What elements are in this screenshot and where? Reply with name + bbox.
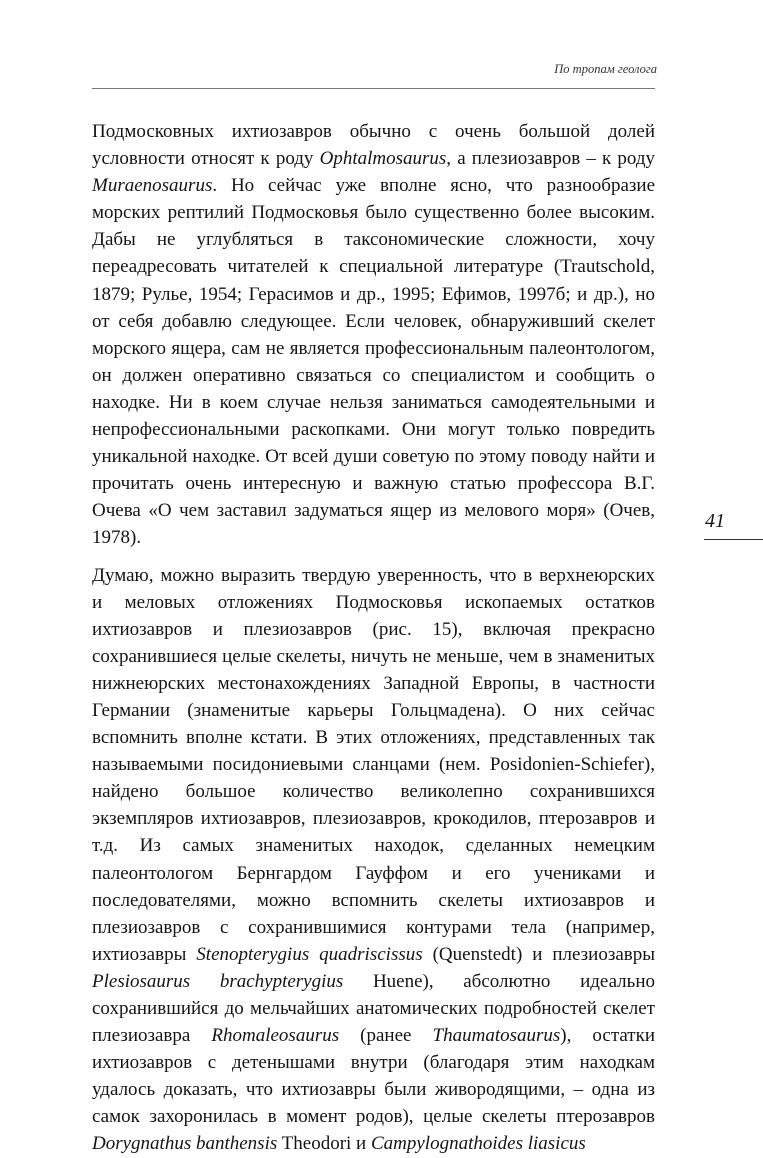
taxon-name: Campylognathoides liasicus [370, 1133, 586, 1155]
taxon-name: Stenopterygius quadriscissus [196, 943, 423, 965]
body-text [92, 118, 655, 1158]
taxon-name: Thaumatosaurus [432, 1025, 561, 1047]
text-run: ), остатки ихтиозавров с детенышами внутри (благодаря этим находкам удалось доказать, что ихтиозавры были живородящими, – одна из самок захоронилась в момент родов), целые скелеты птерозавров [92, 1025, 655, 1128]
text-run: . Но сейчас уже вполне ясно, что разнообразие морских рептилий Подмосковья было существенно более высоким. Дабы не углубляться в таксономические сложности, хочу переадресовать читателей к специальной литературе (Trautschold, 1879; Рулье, 1954; Герасимов и др., 1995; Ефимов, 1997б; и др.), но от себя добавлю следующее. Если человек, обнаруживший скелет морского ящера, сам не является профессиональным палеонтологом, он должен оперативно связаться со специалистом и сообщить о находке. Ни в коем случае нельзя заниматься самодеятельными и непрофессиональными раскопками. Они могут только повредить уникальной находке. От всей души советую по этому поводу найти и прочитать очень интересную и важную статью профессора В.Г. Очева «О чем заставил задуматься ящер из мелового моря» (Очев, 1978). [92, 175, 655, 549]
text-run: Theodori и [277, 1133, 371, 1155]
text-run: Думаю, можно выразить твердую уверенность, что в верхнеюрских и меловых отложениях Подмосковья ископаемых остатков ихтиозавров и плезиозавров (рис. 15), включая прекрасно сохранившиеся целые скелеты, ничуть не меньше, чем в знаменитых нижнеюрских местонахождениях Западной Европы, в частности Германии (знаменитые карьеры Гольцмадена). О них сейчас вспомнить вполне кстати. В этих отложениях, представленных так называемыми посидониевыми сланцами (нем. Posidonien-Schiefer), найдено большое количество великолепно сохранившихся экземпляров ихтиозавров, плезиозавров, крокодилов, птерозавров и т.д. Из самых знаменитых находок, сделанных немецким палеонтологом Бернгардом Гауффом и его учениками и последователями, можно вспомнить скелеты ихтиозавров и плезиозавров с сохранившимися контурами тела (например, ихтиозавры [92, 564, 655, 965]
text-run: (ранее [339, 1025, 433, 1047]
text-run: , а плезиозавров – к роду [446, 148, 656, 170]
taxon-name: Muraenosaurus [92, 175, 213, 197]
taxon-name: Dorygnathus banthensis [92, 1133, 278, 1155]
taxon-name: Ophtalmosaurus [319, 148, 447, 170]
header-rule [92, 88, 655, 89]
paragraph-1 [92, 118, 655, 552]
page-number: 41 [705, 510, 725, 532]
page-number-rule [704, 539, 763, 540]
text-run: Huene), абсолютно идеально сохранившийся до мельчайших анатомических подробностей скелет плезиозавра [92, 970, 655, 1047]
text-run: (Quenstedt) и плезиозавры [422, 943, 656, 965]
taxon-name: Plesiosaurus brachypterygius [92, 970, 344, 992]
running-title: По тропам геолога [554, 62, 657, 76]
taxon-name: Rhomaleosaurus [211, 1025, 340, 1047]
paragraph-2 [92, 562, 655, 1158]
text-run: Подмосковных ихтиозавров обычно с очень большой долей условности относят к роду [92, 121, 655, 170]
